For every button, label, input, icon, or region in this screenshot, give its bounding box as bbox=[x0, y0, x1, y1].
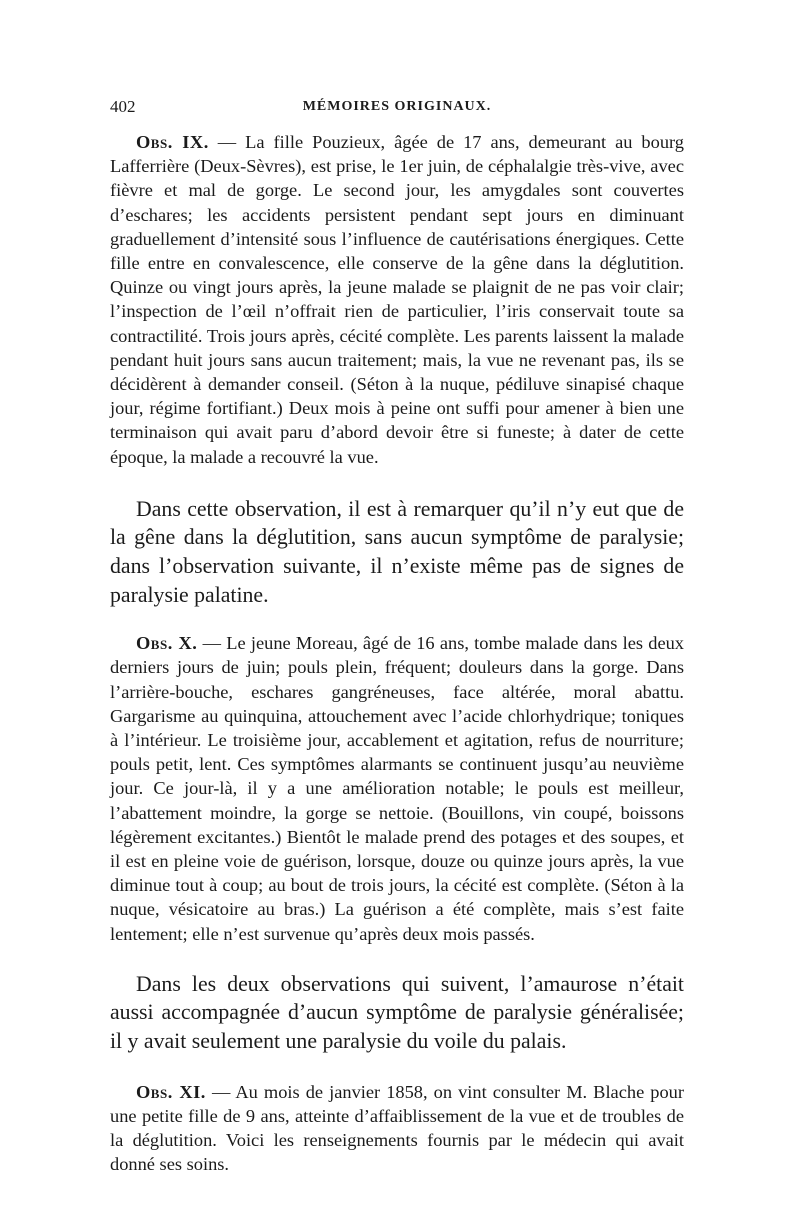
observation-ix bbox=[110, 130, 684, 469]
observation-x-text: — Le jeune Moreau, âgé de 16 ans, tombe malade dans les deux derniers jours de juin; pouls plein, fréquent; douleurs dans la gorge. Dans l’arrière-bouche, eschares gangréneuses, face altérée, moral abattu. Gargarisme au quinquina, attouchement avec l’acide chlorhydrique; toniques à l’intérieur. Le troisième jour, accablement et agitation, refus de nourriture; pouls petit, lent. Ces symptômes alarmants se continuent jusqu’au neuvième jour. Ce jour-là, il y a une amélioration notable; le pouls est meilleur, l’abattement moindre, la gorge se nettoie. (Bouillons, vin coupé, boissons légèrement excitantes.) Bientôt le malade prend des potages et des soupes, et il est en pleine voie de guérison, lorsque, douze ou quinze jours après, la vue diminue tout à coup; au bout de trois jours, la cécité est complète. (Séton à la nuque, vésicatoire au bras.) La guérison a été complète, mais s’est faite lentement; elle n’est survenue qu’après deux mois passés. bbox=[110, 633, 684, 944]
observation-x bbox=[110, 631, 684, 946]
observation-ix-label: Obs. IX. bbox=[136, 132, 209, 152]
observation-xi-label: Obs. XI. bbox=[136, 1081, 206, 1102]
commentary-paragraph-1: Dans cette observation, il est à remarquer qu’il n’y eut que de la gêne dans la déglutition, sans aucun symptôme de paralysie; dans l’observation suivante, il n’existe même pas de signes de paralysie palatine. bbox=[110, 496, 684, 607]
observation-x-label: Obs. X. bbox=[136, 633, 198, 654]
observation-xi bbox=[110, 1080, 684, 1177]
observation-ix-text: — La fille Pouzieux, âgée de 17 ans, demeurant au bourg Lafferrière (Deux-Sèvres), est prise, le 1er juin, de céphalalgie très-vive, avec fièvre et mal de gorge. Le second jour, les amygdales sont couvertes d’eschares; les accidents persistent pendant sept jours en diminuant graduellement d’intensité sous l’influence de cautérisations énergiques. Cette fille entre en convalescence, elle conserve de la gêne dans la déglutition. Quinze ou vingt jours après, la jeune malade se plaignit de ne pas voir clair; l’inspection de l’œil n’offrait rien de particulier, l’iris conservait toute sa contractilité. Trois jours après, cécité complète. Les parents laissent la malade pendant huit jours sans aucun traitement; mais, la vue ne revenant pas, ils se décidèrent à demander conseil. (Séton à la nuque, pédiluve sinapisé chaque jour, régime fortifiant.) Deux mois à peine ont suffi pour amener à bien une terminaison qui avait paru d’abord devoir être si funeste; à dater de cette époque, la malade a recouvré la vue. bbox=[110, 132, 685, 467]
observation-xi-text: — Au mois de janvier 1858, on vint consulter M. Blache pour une petite fille de 9 ans, atteinte d’affaiblissement de la vue et de troubles de la déglutition. Voici les renseignements fournis par le médecin qui avait donné ses soins. bbox=[110, 1081, 685, 1175]
commentary-paragraph-2: Dans les deux observations qui suivent, l’amaurose n’était aussi accompagnée d’aucun symptôme de paralysie généralisée; il y avait seulement une paralysie du voile du palais. bbox=[110, 971, 684, 1054]
page-number: 402 bbox=[110, 97, 136, 116]
page bbox=[110, 96, 684, 1176]
running-title: MÉMOIRES ORIGINAUX. bbox=[302, 99, 492, 114]
running-head bbox=[110, 96, 684, 118]
